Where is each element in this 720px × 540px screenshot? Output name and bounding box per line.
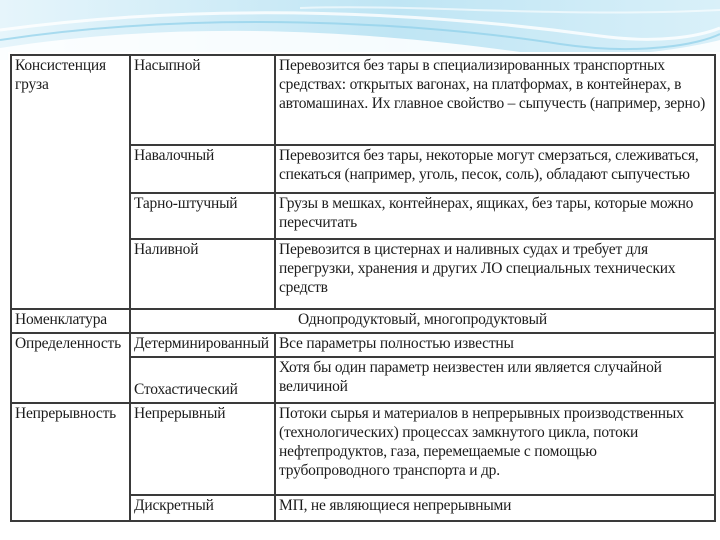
category-cell: Номенклатура	[11, 309, 130, 333]
type-cell: Дискретный	[130, 495, 275, 521]
description-cell: Перевозится без тары, некоторые могут смерзаться, слеживаться, спекаться (например, уголь, песок, соль), обладают сыпучестью	[275, 145, 715, 193]
description-cell: Грузы в мешках, контейнерах, ящиках, без тары, которые можно пересчитать	[275, 193, 715, 239]
description-cell: МП, не являющиеся непрерывными	[275, 495, 715, 521]
table-row	[11, 55, 715, 145]
type-cell: Детерминированный	[130, 333, 275, 357]
description-cell: Все параметры полностью известны	[275, 333, 715, 357]
table-row	[11, 309, 715, 333]
type-cell: Тарно-штучный	[130, 193, 275, 239]
description-cell: Перевозится без тары в специализированных транспортных средствах: открытых вагонах, на платформах, в контейнерах, в автомашинах. Их главное свойство – сыпучесть (например, зерно)	[275, 55, 715, 145]
category-cell: Непрерывность	[11, 403, 130, 521]
table-row	[11, 333, 715, 357]
description-cell: Потоки сырья и материалов в непрерывных производственных (технологических) процессах замкнутого цикла, потоки нефтепродуктов, газа, перемещаемые с помощью трубопроводного транспорта и др.	[275, 403, 715, 495]
category-cell: Консистенция груза	[11, 55, 130, 309]
decorative-wave-banner	[0, 0, 720, 60]
type-cell: Непрерывный	[130, 403, 275, 495]
type-cell: Навалочный	[130, 145, 275, 193]
description-cell: Перевозится в цистернах и наливных судах и требует для перегрузки, хранения и других ЛО специальных технических средств	[275, 239, 715, 309]
description-cell: Однопродуктовый, многопродуктовый	[130, 309, 715, 333]
type-cell: Стохастический	[130, 357, 275, 403]
category-cell: Определенность	[11, 333, 130, 403]
type-cell: Насыпной	[130, 55, 275, 145]
type-cell: Наливной	[130, 239, 275, 309]
description-cell: Хотя бы один параметр неизвестен или является случайной величиной	[275, 357, 715, 403]
cargo-classification-table	[10, 54, 716, 522]
table-row	[11, 403, 715, 495]
